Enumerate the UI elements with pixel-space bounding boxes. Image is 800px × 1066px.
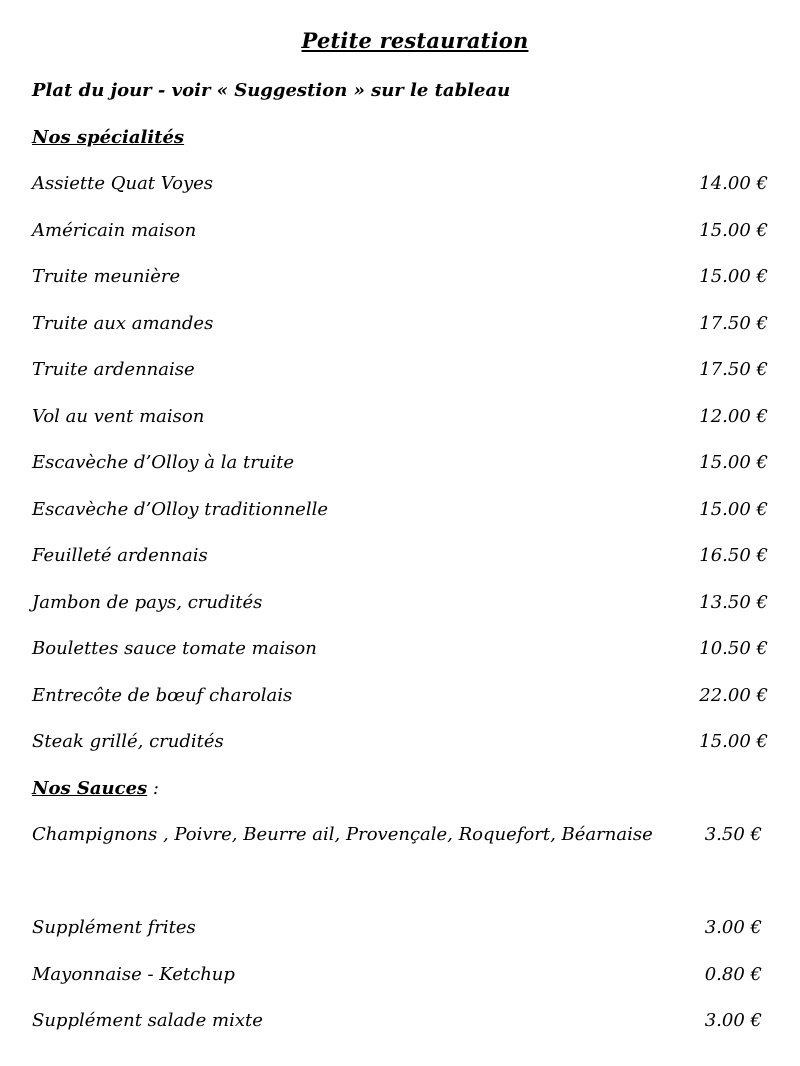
dish-price: 10.50 € — [699, 638, 768, 659]
list-item — [32, 1010, 768, 1036]
list-item — [32, 638, 768, 664]
dish-name: Escavèche d’Olloy traditionnelle — [32, 499, 328, 520]
extra-price: 3.00 € — [704, 917, 762, 938]
dish-name: Escavèche d’Olloy à la truite — [32, 452, 295, 473]
list-item — [32, 545, 768, 571]
dish-price: 15.00 € — [699, 266, 768, 287]
dish-name: Truite aux amandes — [32, 313, 214, 334]
plat-du-jour-note: Plat du jour - voir « Suggestion » sur le tableau — [32, 80, 511, 101]
list-item — [32, 313, 768, 339]
sauces-heading-line — [32, 778, 159, 799]
list-item — [32, 685, 768, 711]
list-item — [32, 731, 768, 757]
list-item — [32, 964, 768, 990]
dish-price: 15.00 € — [699, 220, 768, 241]
extra-price: 0.80 € — [704, 964, 762, 985]
list-item — [32, 499, 768, 525]
dish-price: 15.00 € — [699, 731, 768, 752]
dish-price: 13.50 € — [699, 592, 768, 613]
dish-name: Jambon de pays, crudités — [32, 592, 263, 613]
list-item — [32, 592, 768, 618]
extra-name: Supplément frites — [32, 917, 196, 938]
dish-name: Assiette Quat Voyes — [32, 173, 214, 194]
sauces-list: Champignons , Poivre, Beurre ail, Provençale, Roquefort, Béarnaise — [32, 824, 653, 845]
list-item — [32, 359, 768, 385]
dish-price: 17.50 € — [699, 359, 768, 380]
extra-price: 3.00 € — [704, 1010, 762, 1031]
dish-price: 12.00 € — [699, 406, 768, 427]
list-item — [32, 406, 768, 432]
dish-name: Feuilleté ardennais — [32, 545, 208, 566]
dish-name: Entrecôte de bœuf charolais — [32, 685, 293, 706]
dish-price: 22.00 € — [699, 685, 768, 706]
dish-name: Américain maison — [32, 220, 197, 241]
dish-name: Truite ardennaise — [32, 359, 195, 380]
dish-price: 15.00 € — [699, 499, 768, 520]
list-item — [32, 266, 768, 292]
dish-price: 16.50 € — [699, 545, 768, 566]
sauces-heading: Nos Sauces — [32, 778, 148, 799]
dish-price: 17.50 € — [699, 313, 768, 334]
list-item — [32, 173, 768, 199]
dish-price: 14.00 € — [699, 173, 768, 194]
extra-name: Supplément salade mixte — [32, 1010, 263, 1031]
sauces-heading-colon: : — [147, 778, 159, 799]
sauces-price: 3.50 € — [704, 824, 762, 845]
dish-name: Truite meunière — [32, 266, 181, 287]
dish-name: Steak grillé, crudités — [32, 731, 224, 752]
list-item — [32, 220, 768, 246]
list-item — [32, 917, 768, 943]
dish-name: Boulettes sauce tomate maison — [32, 638, 317, 659]
list-item — [32, 452, 768, 478]
dish-price: 15.00 € — [699, 452, 768, 473]
page-title: Petite restauration — [301, 28, 529, 53]
dish-name: Vol au vent maison — [32, 406, 205, 427]
extra-name: Mayonnaise - Ketchup — [32, 964, 235, 985]
specialites-heading: Nos spécialités — [32, 127, 185, 148]
sauces-row — [32, 824, 768, 850]
